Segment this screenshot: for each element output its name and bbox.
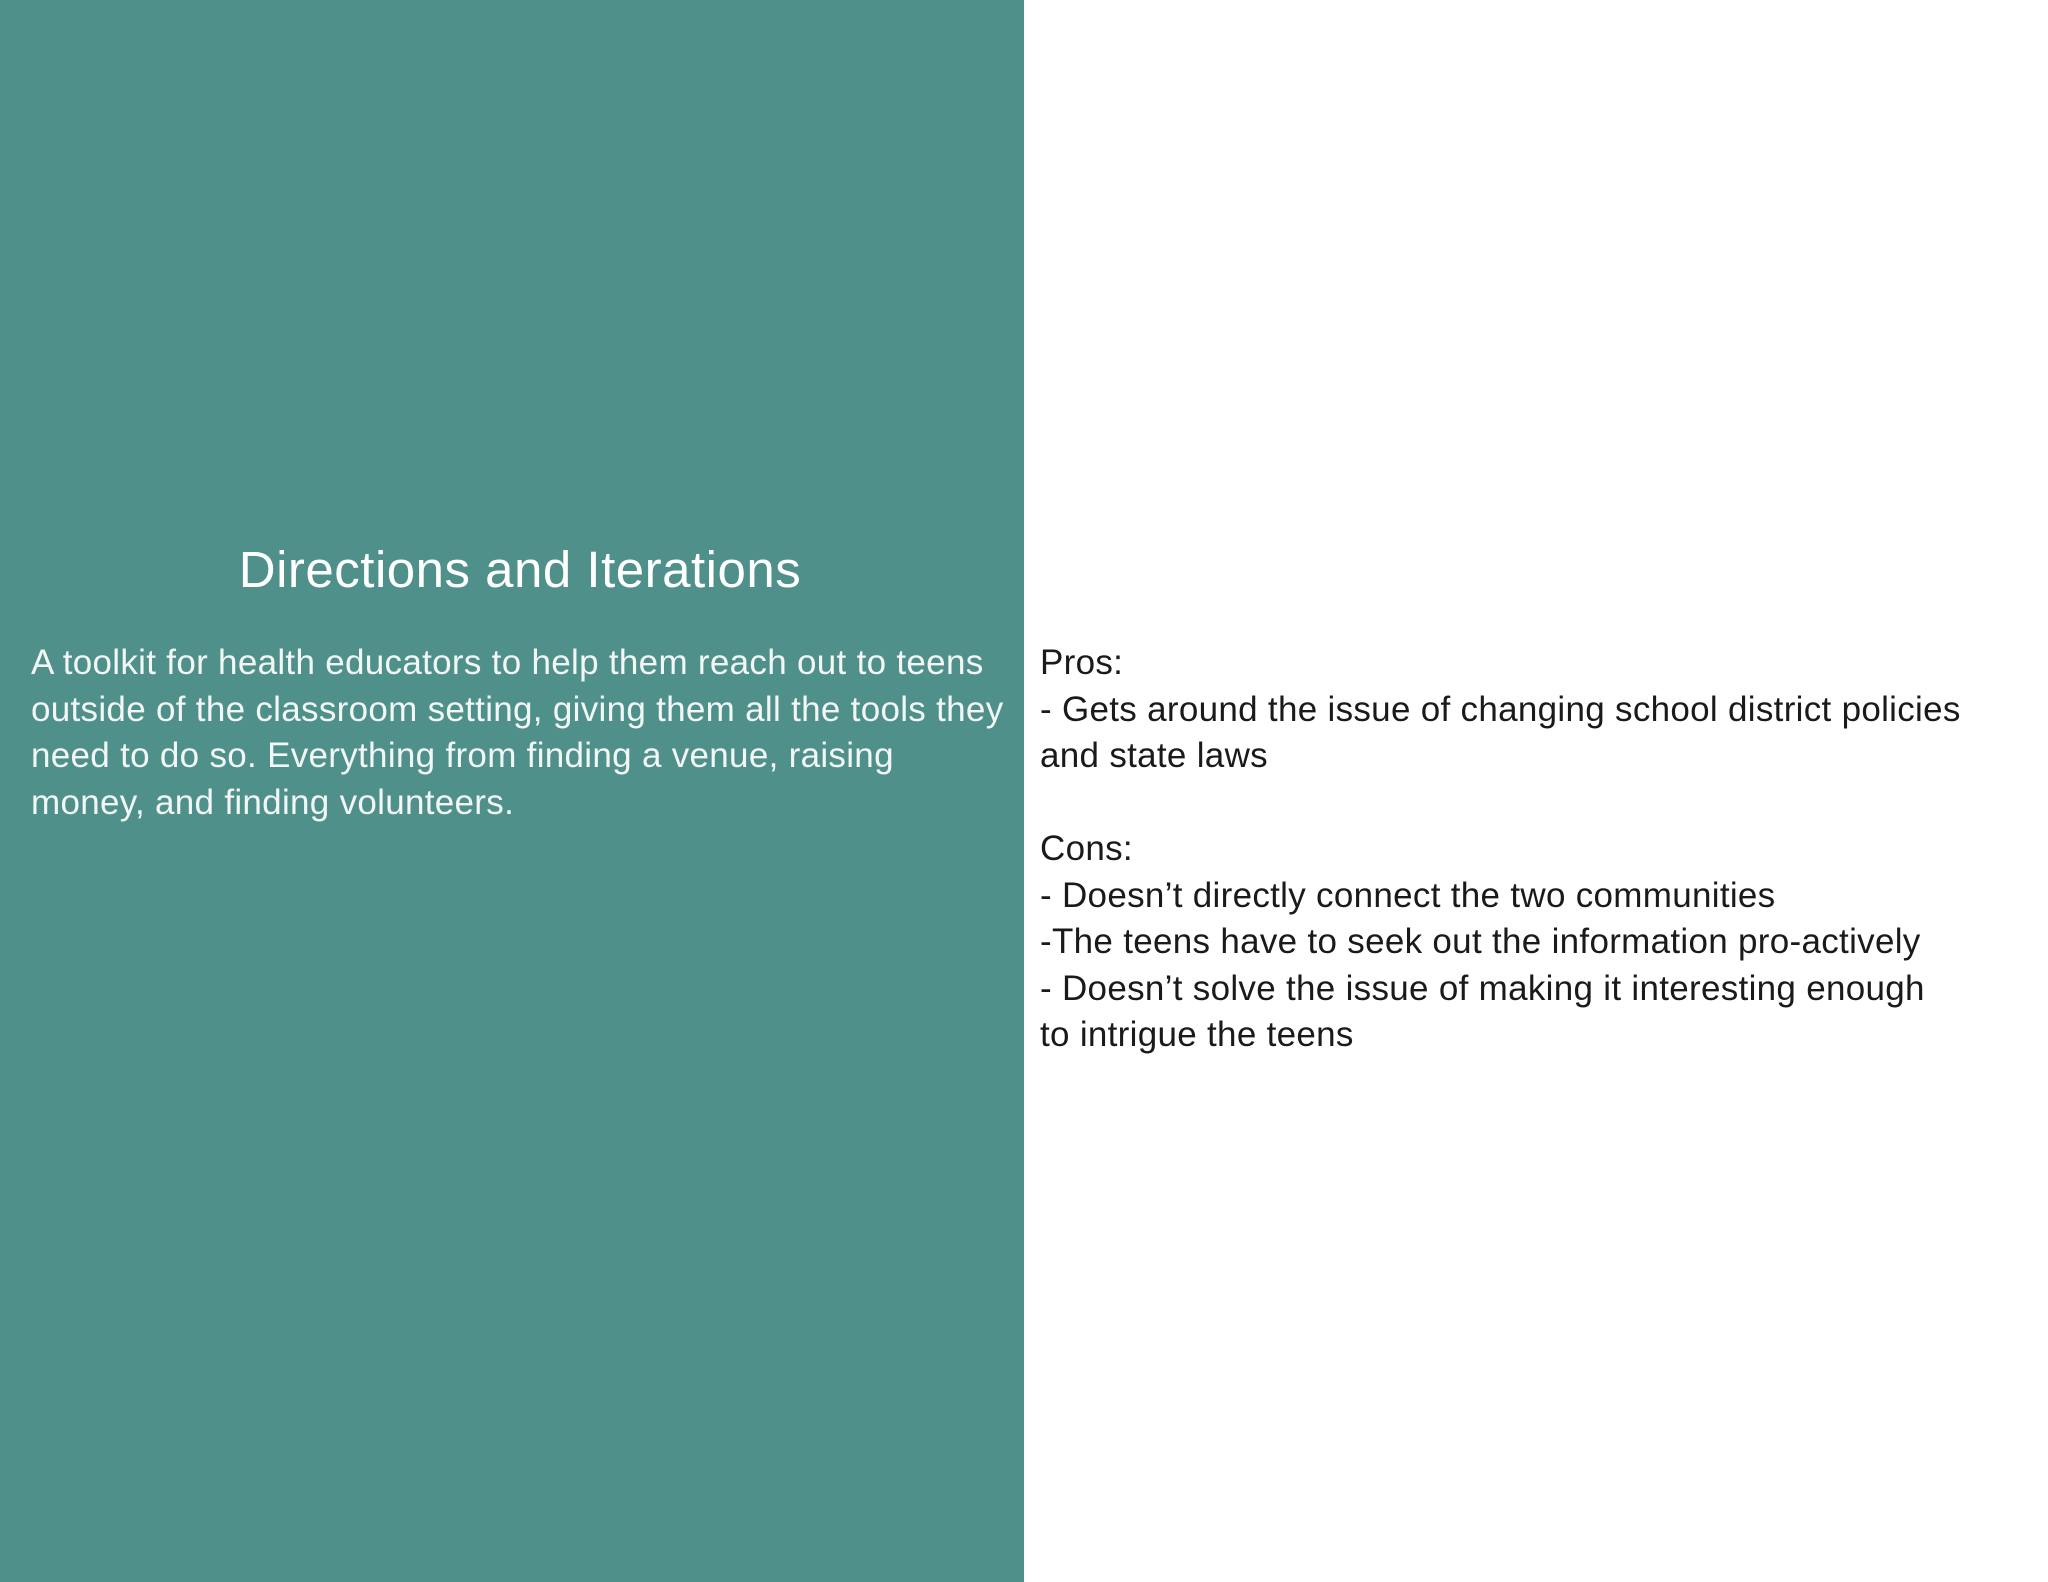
cons-item bbox=[1040, 919, 2040, 966]
toolkit-description: A toolkit for health educators to help them reach out to teens outside of the classroom setting, giving them all the tools they need to do so. Everything from finding a venue, raising money, and finding volunteers. bbox=[31, 643, 1004, 822]
page-title: Directions and Iterations bbox=[238, 541, 802, 598]
pros-heading: Pros: bbox=[1040, 643, 1124, 682]
pros-cons-section bbox=[1040, 640, 2040, 1059]
pros-item bbox=[1040, 687, 2040, 780]
cons-item-line: to intrigue the teens bbox=[1040, 1015, 1354, 1054]
cons-item-line: -The teens have to seek out the information pro-actively bbox=[1040, 922, 1921, 961]
section-spacer bbox=[1040, 780, 2040, 827]
cons-item-line: - Doesn’t solve the issue of making it interesting enough bbox=[1040, 968, 1925, 1008]
pros-item-line: - Gets around the issue of changing school district policies bbox=[1040, 689, 1961, 729]
cons-item bbox=[1040, 966, 2040, 1059]
pros-item-line: and state laws bbox=[1040, 736, 1268, 775]
cons-heading: Cons: bbox=[1040, 829, 1133, 868]
cons-item-line: - Doesn’t directly connect the two communities bbox=[1040, 875, 1776, 915]
cons-item bbox=[1040, 873, 2040, 920]
